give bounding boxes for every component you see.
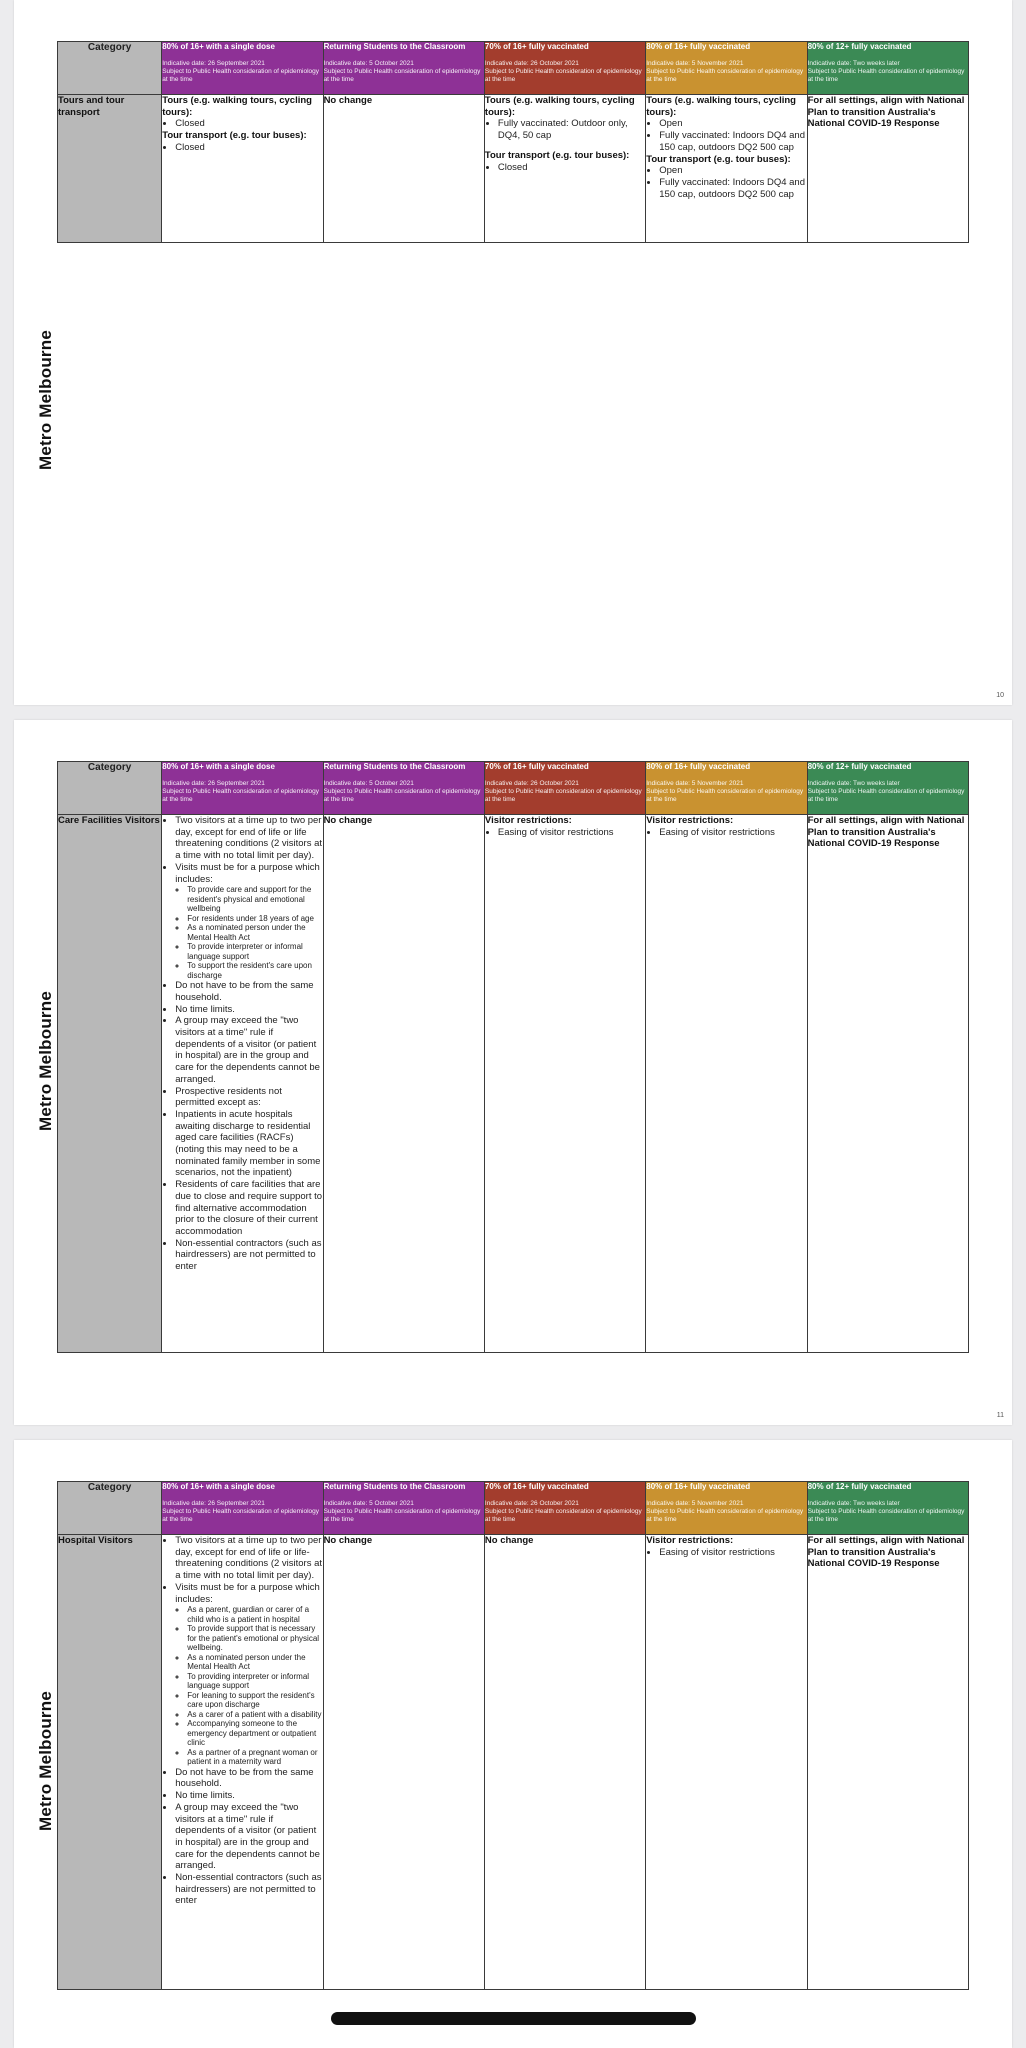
document-page-3 — [14, 1440, 1012, 2048]
category-header: Category — [58, 42, 162, 95]
table-cell: No change — [323, 95, 484, 243]
phase-header: 70% of 16+ fully vaccinated Indicative date: 26 October 2021 Subject to Public Health consideration of epidemiology at the time — [484, 42, 645, 95]
phase-header: 70% of 16+ fully vaccinated Indicative date: 26 October 2021 Subject to Public Health consideration of epidemiology at the time — [484, 762, 645, 815]
phase-header: 80% of 12+ fully vaccinated Indicative date: Two weeks later Subject to Public Health consideration of epidemiology at the time — [807, 42, 968, 95]
phase-header: 80% of 12+ fully vaccinated Indicative date: Two weeks later Subject to Public Health consideration of epidemiology at the time — [807, 762, 968, 815]
phase-header: 80% of 16+ fully vaccinated Indicative date: 5 November 2021 Subject to Public Health consideration of epidemiology at the time — [646, 42, 807, 95]
row-category: Tours and tour transport — [58, 95, 162, 243]
row-category: Hospital Visitors — [58, 1535, 162, 1990]
phase-header: 80% of 16+ fully vaccinated Indicative date: 5 November 2021 Subject to Public Health consideration of epidemiology at the time — [646, 1482, 807, 1535]
phase-header: 80% of 16+ with a single dose Indicative date: 26 September 2021 Subject to Public Health consideration of epidemiology at the time — [162, 42, 323, 95]
table-cell: For all settings, align with National Plan to transition Australia's National COVID-19 Response — [807, 1535, 968, 1990]
phase-header: 80% of 16+ with a single dose Indicative date: 26 September 2021 Subject to Public Health consideration of epidemiology at the time — [162, 762, 323, 815]
phase-header: 70% of 16+ fully vaccinated Indicative date: 26 October 2021 Subject to Public Health consideration of epidemiology at the time — [484, 1482, 645, 1535]
restrictions-table — [57, 761, 969, 1353]
side-label: Metro Melbourne — [36, 990, 56, 1131]
table-cell: No change — [484, 1535, 645, 1990]
phase-header: Returning Students to the Classroom Indicative date: 5 October 2021 Subject to Public Health consideration of epidemiology at the time — [323, 1482, 484, 1535]
table-cell: Tours (e.g. walking tours, cycling tours): • Closed Tour transport (e.g. tour buses): • Closed — [162, 95, 323, 243]
table-cell: No change — [323, 815, 484, 1353]
page-number: 10 — [996, 692, 1004, 699]
table-cell: Tours (e.g. walking tours, cycling tours): • Open • Fully vaccinated: Indoors DQ4 and 150 cap, outdoors DQ2 500 cap Tour transport (e.g. tour buses): • Open • Fully vaccinated: Indoors DQ4 and 150 cap, outdoors DQ2 500 cap — [646, 95, 807, 243]
table-cell: Visitor restrictions: • Easing of visitor restrictions — [484, 815, 645, 1353]
side-label: Metro Melbourne — [36, 330, 56, 470]
page-number: 11 — [996, 1412, 1004, 1419]
phase-header: Returning Students to the Classroom Indicative date: 5 October 2021 Subject to Public Health consideration of epidemiology at the time — [323, 762, 484, 815]
restrictions-table — [57, 1481, 969, 1990]
table-cell: For all settings, align with National Plan to transition Australia's National COVID-19 Response — [807, 95, 968, 243]
table-cell: Tours (e.g. walking tours, cycling tours): • Fully vaccinated: Outdoor only, DQ4, 50 cap Tour transport (e.g. tour buses): • Closed — [484, 95, 645, 243]
table-cell: Visitor restrictions: • Easing of visitor restrictions — [646, 815, 807, 1353]
restrictions-table — [57, 41, 969, 243]
home-indicator[interactable] — [331, 2012, 696, 2025]
document-page-1 — [14, 0, 1012, 705]
document-page-2 — [14, 720, 1012, 1425]
category-header: Category — [58, 1482, 162, 1535]
table-cell: Visitor restrictions: • Easing of visitor restrictions — [646, 1535, 807, 1990]
table-cell: For all settings, align with National Plan to transition Australia's National COVID-19 Response — [807, 815, 968, 1353]
table-cell: No change — [323, 1535, 484, 1990]
table-cell: • Two visitors at a time up to two per day, except for end of life or life threatening conditions (2 visitors at a time with no total limit per day). • Visits must be for a purpose which includes: ◦ To provide care and support for the resident's physical and emotional wellbeing ◦ For residents under 18 years of age ◦ As a nominated person under the Mental Health Act ◦ To provide interpreter or informal language support ◦ To support the resident's care upon discharge • Do not have to be from the same household. • No time limits. • A group may exceed the "two visitors at a time" rule if dependents of a visitor (or patient in hospital) are in the group and care for the dependents cannot be arranged. • Prospective residents not permitted except as: • Inpatients in acute hospitals awaiting discharge to residential aged care facilities (RACFs) (noting this may need to be a nominated family member in some scenarios, not the inpatient) • Residents of care facilities that are due to close and require support to find alternative accommodation prior to the closure of their current accommodation • Non-essential contractors (such as hairdressers) are not permitted to enter — [162, 815, 323, 1353]
category-header: Category — [58, 762, 162, 815]
phase-header: 80% of 12+ fully vaccinated Indicative date: Two weeks later Subject to Public Health consideration of epidemiology at the time — [807, 1482, 968, 1535]
side-label: Metro Melbourne — [36, 1690, 56, 1831]
table-cell: • Two visitors at a time up to two per day, except for end of life or life-threatening conditions (2 visitors at a time with no total limit per day). • Visits must be for a purpose which includes: ◦ As a parent, guardian or carer of a child who is a patient in hospital ◦ To provide support that is necessary for the patient's emotional or physical wellbeing. ◦ As a nominated person under the Mental Health Act ◦ To providing interpreter or informal language support ◦ For leaning to support the resident's care upon discharge ◦ As a carer of a patient with a disability ◦ Accompanying someone to the emergency department or outpatient clinic ◦ As a partner of a pregnant woman or patient in a maternity ward • Do not have to be from the same household. • No time limits. • A group may exceed the "two visitors at a time" rule if dependents of a visitor (or patient in hospital) are in the group and care for the dependents cannot be arranged. • Non-essential contractors (such as hairdressers) are not permitted to enter — [162, 1535, 323, 1990]
phase-header: Returning Students to the Classroom Indicative date: 5 October 2021 Subject to Public Health consideration of epidemiology at the time — [323, 42, 484, 95]
phase-header: 80% of 16+ with a single dose Indicative date: 26 September 2021 Subject to Public Health consideration of epidemiology at the time — [162, 1482, 323, 1535]
phase-header: 80% of 16+ fully vaccinated Indicative date: 5 November 2021 Subject to Public Health consideration of epidemiology at the time — [646, 762, 807, 815]
row-category: Care Facilities Visitors — [58, 815, 162, 1353]
